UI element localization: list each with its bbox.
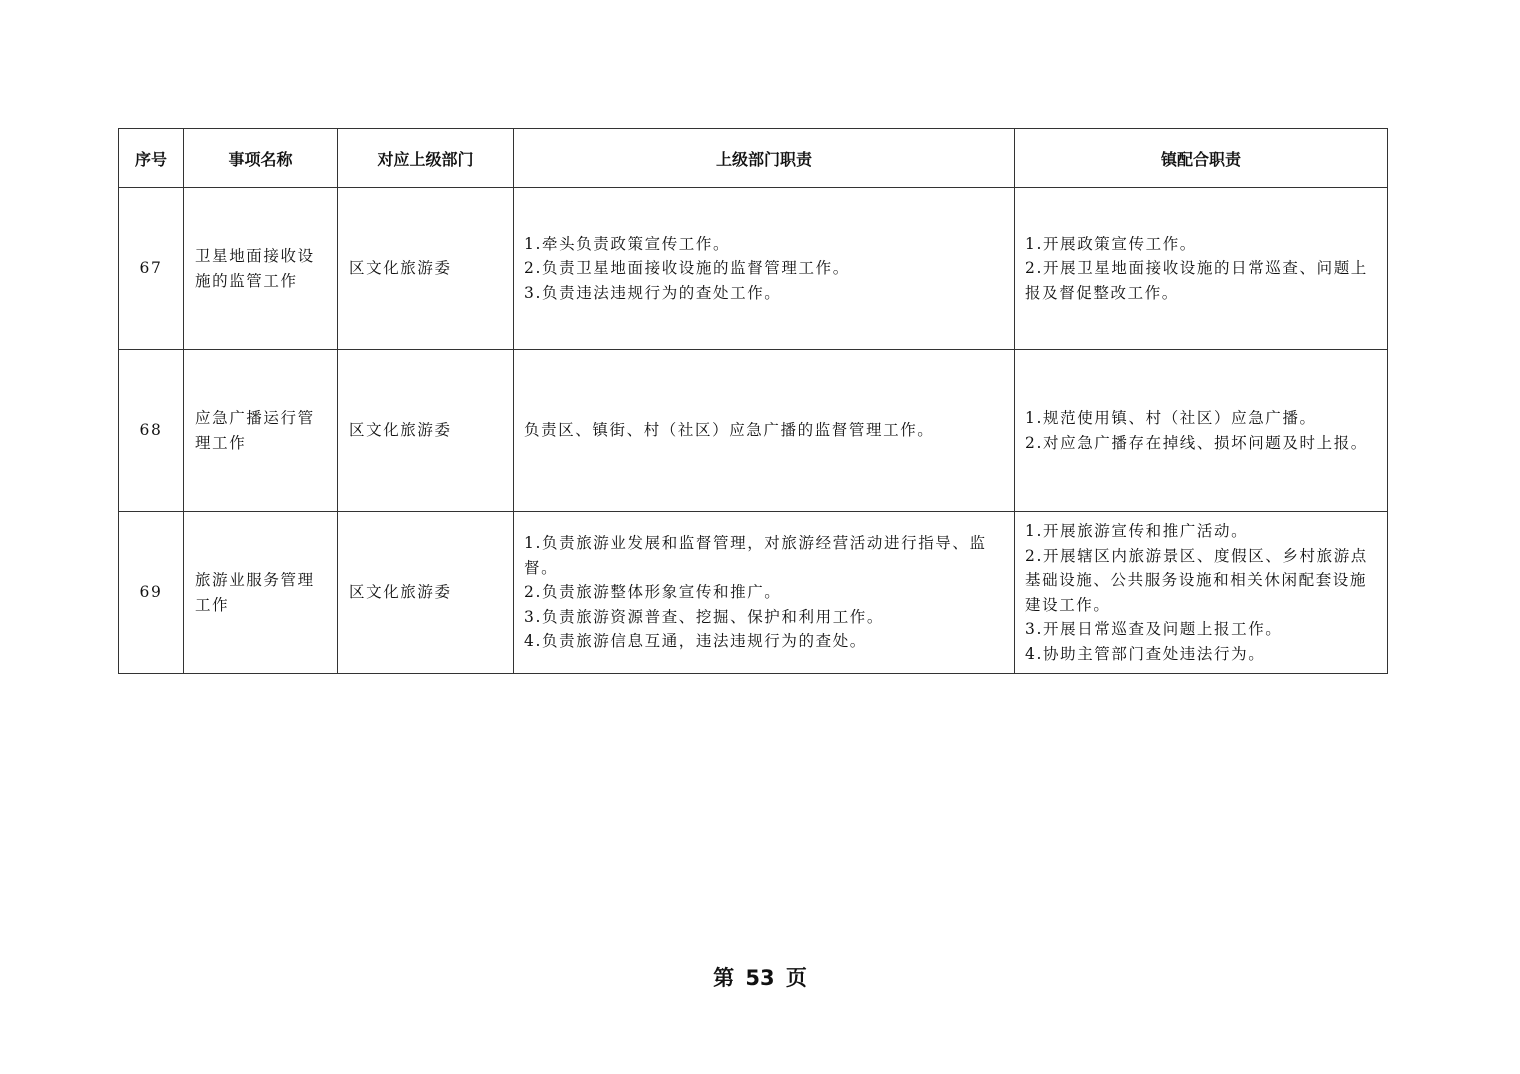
header-town-duties: 镇配合职责: [1015, 129, 1388, 188]
header-serial-no: 序号: [119, 129, 184, 188]
table-header-row: [119, 129, 1388, 188]
row-town-duties: [1015, 188, 1388, 350]
duty-line: 2.负责卫星地面接收设施的监督管理工作。: [524, 259, 850, 278]
duty-line: 1.牵头负责政策宣传工作。: [524, 234, 731, 253]
page-number: 第 53 页: [713, 966, 807, 990]
row-town-duties: [1015, 512, 1388, 674]
duty-line: 1.开展旅游宣传和推广活动。: [1025, 522, 1249, 540]
header-item-name: 事项名称: [184, 129, 338, 188]
row-superior-department: 区文化旅游委: [338, 512, 514, 674]
duty-line: 3.负责旅游资源普查、挖掘、保护和利用工作。: [524, 607, 884, 626]
header-superior-duties: 上级部门职责: [514, 129, 1015, 188]
row-superior-department: 区文化旅游委: [338, 188, 514, 350]
duty-line: 负责区、镇街、村（社区）应急广播的监督管理工作。: [524, 421, 935, 440]
duties-table: [118, 128, 1388, 674]
duty-line: 2.开展卫星地面接收设施的日常巡查、问题上报及督促整改工作。: [1025, 259, 1368, 302]
duty-line: 3.开展日常巡查及问题上报工作。: [1025, 620, 1283, 638]
row-serial-no: 68: [119, 350, 184, 512]
row-serial-no: 69: [119, 512, 184, 674]
row-item-name: 卫星地面接收设施的监管工作: [184, 188, 338, 350]
duty-line: 2.对应急广播存在掉线、损坏问题及时上报。: [1025, 433, 1368, 452]
header-superior-department: 对应上级部门: [338, 129, 514, 188]
table-row: [119, 512, 1388, 674]
duty-line: 2.开展辖区内旅游景区、度假区、乡村旅游点基础设施、公共服务设施和相关休闲配套设施建设工作。: [1025, 546, 1368, 614]
row-superior-duties: [514, 350, 1015, 512]
row-item-name: 应急广播运行管理工作: [184, 350, 338, 512]
duty-line: 2.负责旅游整体形象宣传和推广。: [524, 583, 782, 602]
row-superior-duties: [514, 512, 1015, 674]
row-item-name: 旅游业服务管理工作: [184, 512, 338, 674]
table-row: [119, 350, 1388, 512]
duty-line: 4.负责旅游信息互通，违法违规行为的查处。: [524, 632, 867, 651]
duty-line: 1.开展政策宣传工作。: [1025, 234, 1197, 253]
row-superior-department: 区文化旅游委: [338, 350, 514, 512]
duty-line: 1.负责旅游业发展和监督管理，对旅游经营活动进行指导、监督。: [524, 534, 987, 577]
duty-line: 3.负责违法违规行为的查处工作。: [524, 283, 782, 302]
row-serial-no: 67: [119, 188, 184, 350]
duty-line: 1.规范使用镇、村（社区）应急广播。: [1025, 409, 1317, 427]
table-row: [119, 188, 1388, 350]
row-superior-duties: [514, 188, 1015, 350]
duty-line: 4.协助主管部门查处违法行为。: [1025, 644, 1266, 663]
row-town-duties: [1015, 350, 1388, 512]
